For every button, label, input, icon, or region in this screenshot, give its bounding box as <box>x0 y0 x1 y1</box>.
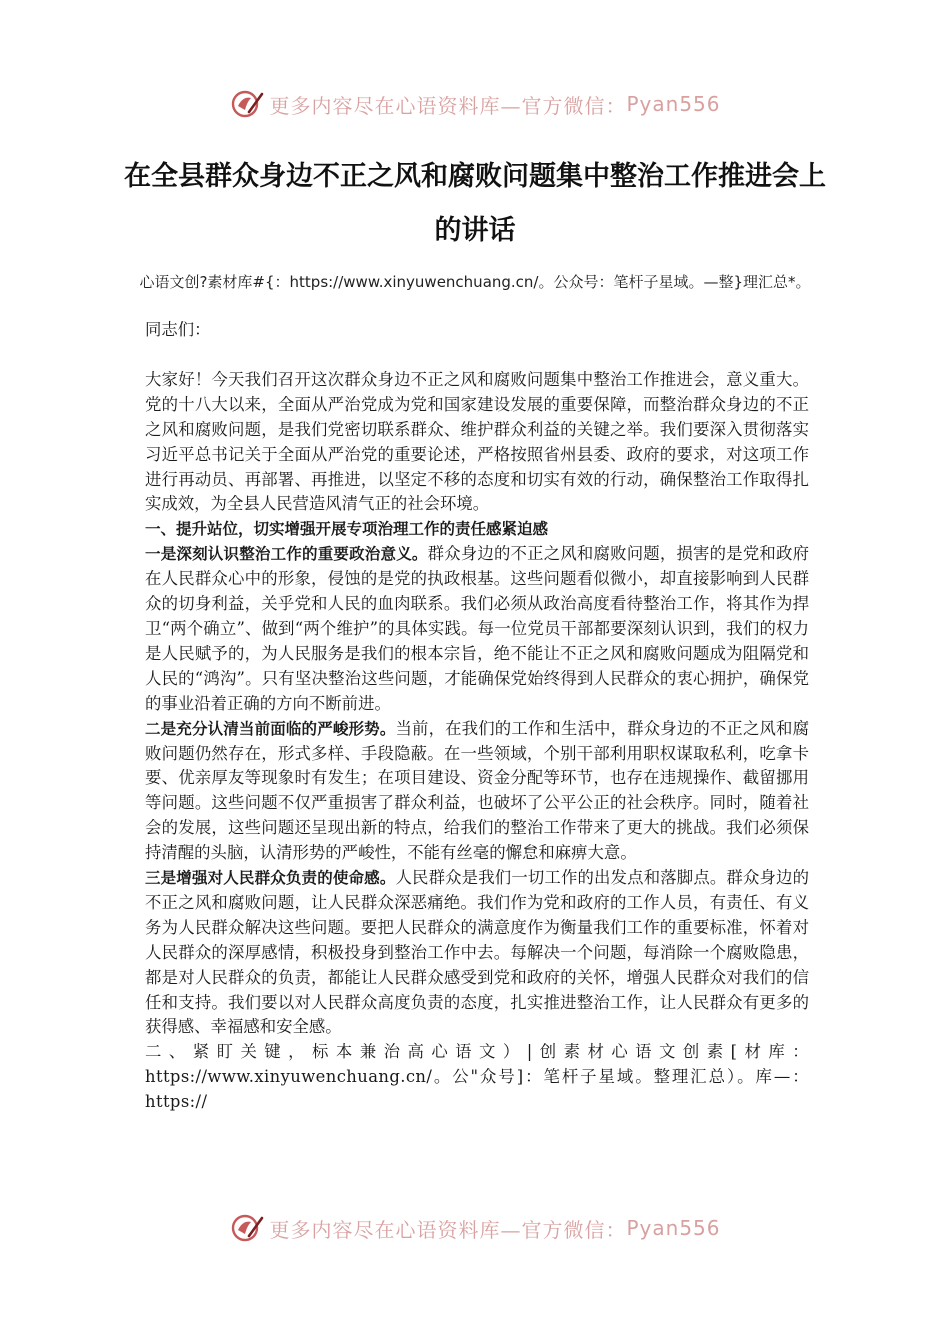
source-line: 心语文创?素材库#{：https://www.xinyuwenchuang.cn/。公众号：笔杆子星域。—整}理汇总*。 <box>139 273 811 291</box>
point-2-lead: 二是充分认清当前面临的严峻形势。 <box>145 719 396 738</box>
point-1-text: 群众身边的不正之风和腐败问题，损害的是党和政府在人民群众心中的形象，侵蚀的是党的执政根基。这些问题看似微小，却直接影响到人民群众的切身利益，关乎党和人民的血肉联系。我们必须从政治高度看待整治工作，将其作为捍卫“两个确立”、做到“两个维护”的具体实践。每一位党员干部都要深刻认识到，我们的权力是人民赋予的，为人民服务是我们的根本宗旨，绝不能让不正之风和腐败问题成为阻隔党和人民的“鸿沟”。只有坚决整治这些问题，才能确保党始终得到人民群众的衷心拥护，确保党的事业沿着正确的方向不断前进。 <box>145 544 809 713</box>
section-2-heading: 二、紧盯关键，标本兼治高心语文）|创素材心语文创素[材库：https://www.xinyuwenchuang.cn/。公"众号]：笔杆子星域。整理汇总）。库—：https:// <box>145 1042 809 1112</box>
point-2-text: 当前，在我们的工作和生活中，群众身边的不正之风和腐败问题仍然存在，形式多样、手段隐蔽。在一些领域，个别干部利用职权谋取私利，吃拿卡要、优亲厚友等现象时有发生；在项目建设、资金分配等环节，也存在违规操作、截留挪用等问题。这些问题不仅严重损害了群众利益，也破坏了公平公正的社会秩序。同时，随着社会的发展，这些问题还呈现出新的特点，给我们的整治工作带来了更大的挑战。我们必须保持清醒的头脑，认清形势的严峻性，不能有丝毫的懈怠和麻痹大意。 <box>145 718 809 863</box>
document-title: 在全县群众身边不正之风和腐败问题集中整治工作推进会上的讲话 <box>124 161 826 246</box>
point-3 <box>145 866 809 1040</box>
banner-text: 更多内容尽在心语资料库—官方微信： <box>269 93 627 118</box>
greeting: 同志们： <box>145 320 211 339</box>
banner-wechat-id: Pyan556 <box>626 1216 721 1240</box>
header-banner <box>0 84 950 124</box>
banner-text: 更多内容尽在心语资料库—官方微信： <box>269 1217 627 1242</box>
point-3-lead: 三是增强对人民群众负责的使命感。 <box>145 869 396 888</box>
point-1-lead: 一是深刻认识整治工作的重要政治意义。 <box>145 545 428 564</box>
point-2 <box>145 717 809 866</box>
footer-banner <box>0 1208 950 1248</box>
section-1-heading: 一、提升站位，切实增强开展专项治理工作的责任感紧迫感 <box>145 520 549 539</box>
point-3-text: 人民群众是我们一切工作的出发点和落脚点。群众身边的不正之风和腐败问题，让人民群众深恶痛绝。我们作为党和政府的工作人员，有责任、有义务为人民群众解决这些问题。要把人民群众的满意度作为衡量我们工作的重要标准，怀着对人民群众的深厚感情，积极投身到整治工作中去。每解决一个问题，每消除一个腐败隐患，都是对人民群众的负责，都能让人民群众感受到党和政府的关怀，增强人民群众对我们的信任和支持。我们要以对人民群众高度负责的态度，扎实推进整治工作，让人民群众有更多的获得感、幸福感和安全感。 <box>145 868 809 1037</box>
banner-wechat-id: Pyan556 <box>626 92 721 116</box>
point-1 <box>145 542 809 716</box>
pen-logo-icon <box>229 86 265 122</box>
document-body <box>145 318 809 1115</box>
pen-logo-icon <box>229 1210 265 1246</box>
intro-paragraph: 大家好！今天我们召开这次群众身边不正之风和腐败问题集中整治工作推进会，意义重大。党的十八大以来，全面从严治党成为党和国家建设发展的重要保障，而整治群众身边的不正之风和腐败问题，是我们党密切联系群众、维护群众利益的关键之举。我们要深入贯彻落实习近平总书记关于全面从严治党的重要论述，严格按照省州县委、政府的要求，对这项工作进行再动员、再部署、再推进，以坚定不移的态度和切实有效的行动，确保整治工作取得扎实成效，为全县人民营造风清气正的社会环境。 <box>145 369 809 514</box>
